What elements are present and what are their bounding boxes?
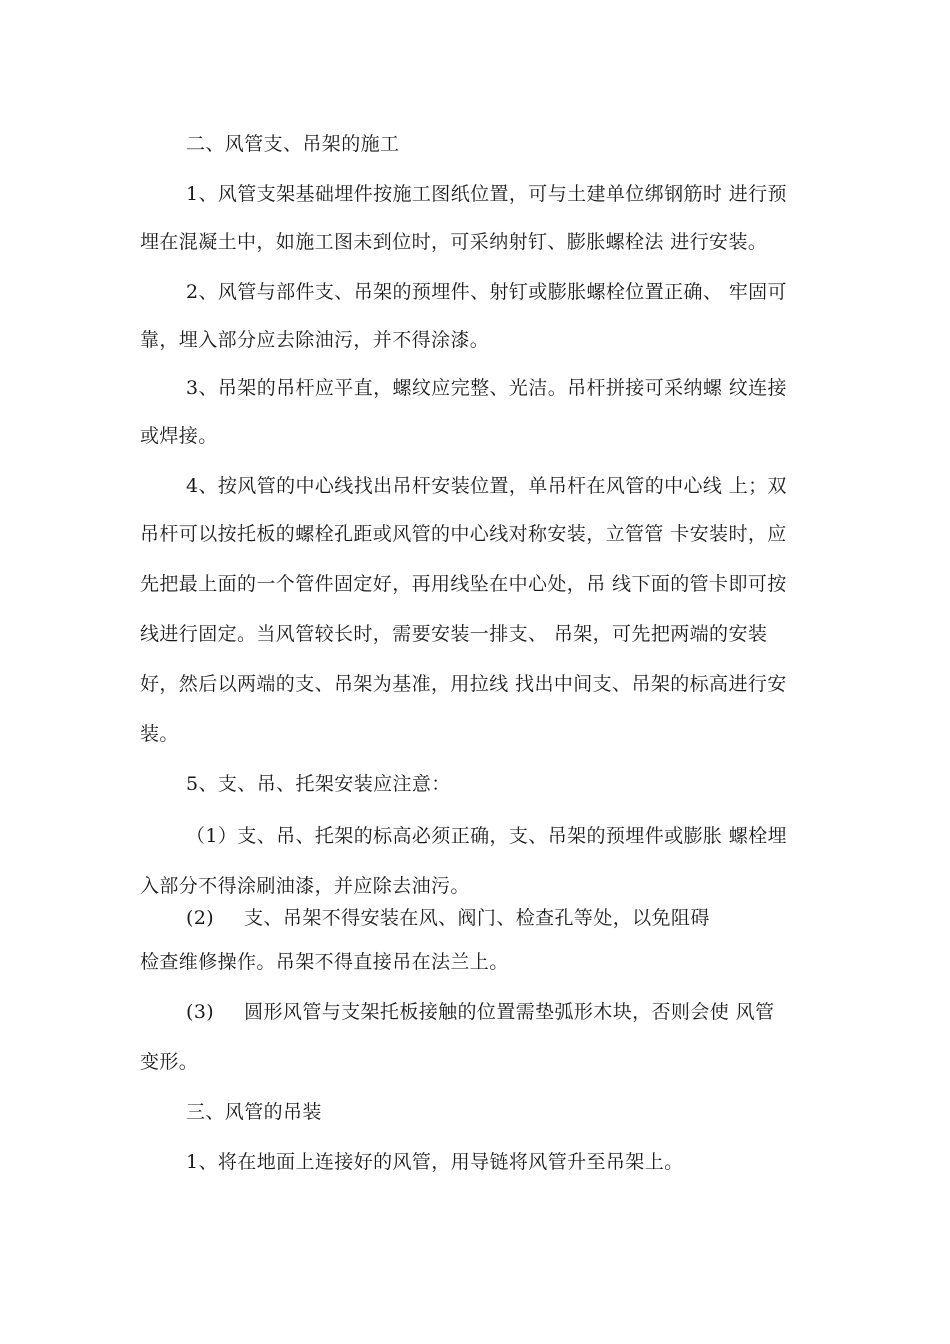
list-heading: 5、支、吊、托架安装应注意：: [186, 773, 451, 795]
list-item-line: 入部分不得涂刷油漆，并应除去油污。: [140, 875, 470, 897]
paragraph-line: 线进行固定。当风管较长时，需要安装一排支、 吊架，可先把两端的安装: [140, 623, 768, 645]
paragraph-line: 1、将在地面上连接好的风管，用导链将风管升至吊架上。: [186, 1151, 684, 1173]
list-item-line: 变形。: [140, 1051, 199, 1073]
paragraph-line: 2、风管与部件支、吊架的预埋件、射钉或膨胀螺栓位置正确、 牢固可: [186, 281, 787, 303]
section-heading: 三、风管的吊装: [186, 1101, 322, 1123]
list-item-line: [186, 1000, 774, 1024]
list-item-text: 支、吊架不得安装在风、阀门、检查孔等处，以免阻碍: [244, 907, 710, 929]
section-heading: 二、风管支、吊架的施工: [186, 133, 400, 155]
paragraph-line: 好，然后以两端的支、吊架为基准，用拉线 找出中间支、吊架的标高进行安: [140, 673, 787, 695]
paragraph-line: 吊杆可以按托板的螺栓孔距或风管的中心线对称安装，立管管 卡安装时，应: [140, 523, 787, 545]
list-item-line: 检查维修操作。吊架不得直接吊在法兰上。: [140, 951, 509, 973]
list-item-marker: (2): [186, 907, 215, 929]
paragraph-line: 靠，埋入部分应去除油污，并不得涂漆。: [140, 329, 490, 351]
paragraph-line: 埋在混凝土中，如施工图未到位时，可采纳射钉、膨胀螺栓法 进行安装。: [140, 231, 768, 253]
list-item-line: （1）支、吊、托架的标高必须正确，支、吊架的预埋件或膨胀 螺栓埋: [186, 825, 787, 847]
list-item-marker: (3): [186, 1001, 215, 1023]
paragraph-line: 3、吊架的吊杆应平直，螺纹应完整、光洁。吊杆拼接可采纳螺 纹连接: [186, 377, 787, 399]
paragraph-line: 1、风管支架基础埋件按施工图纸位置，可与土建单位绑钢筋时 进行预: [186, 183, 787, 205]
paragraph-line: 4、按风管的中心线找出吊杆安装位置，单吊杆在风管的中心线 上；双: [186, 475, 787, 497]
paragraph-line: 或焊接。: [140, 425, 218, 447]
list-item-line: [186, 906, 710, 930]
paragraph-line: 装。: [140, 723, 179, 745]
list-item-text: 圆形风管与支架托板接触的位置需垫弧形木块，否则会使 风管: [244, 1001, 775, 1023]
paragraph-line: 先把最上面的一个管件固定好，再用线坠在中心处，吊 线下面的管卡即可按: [140, 573, 787, 595]
